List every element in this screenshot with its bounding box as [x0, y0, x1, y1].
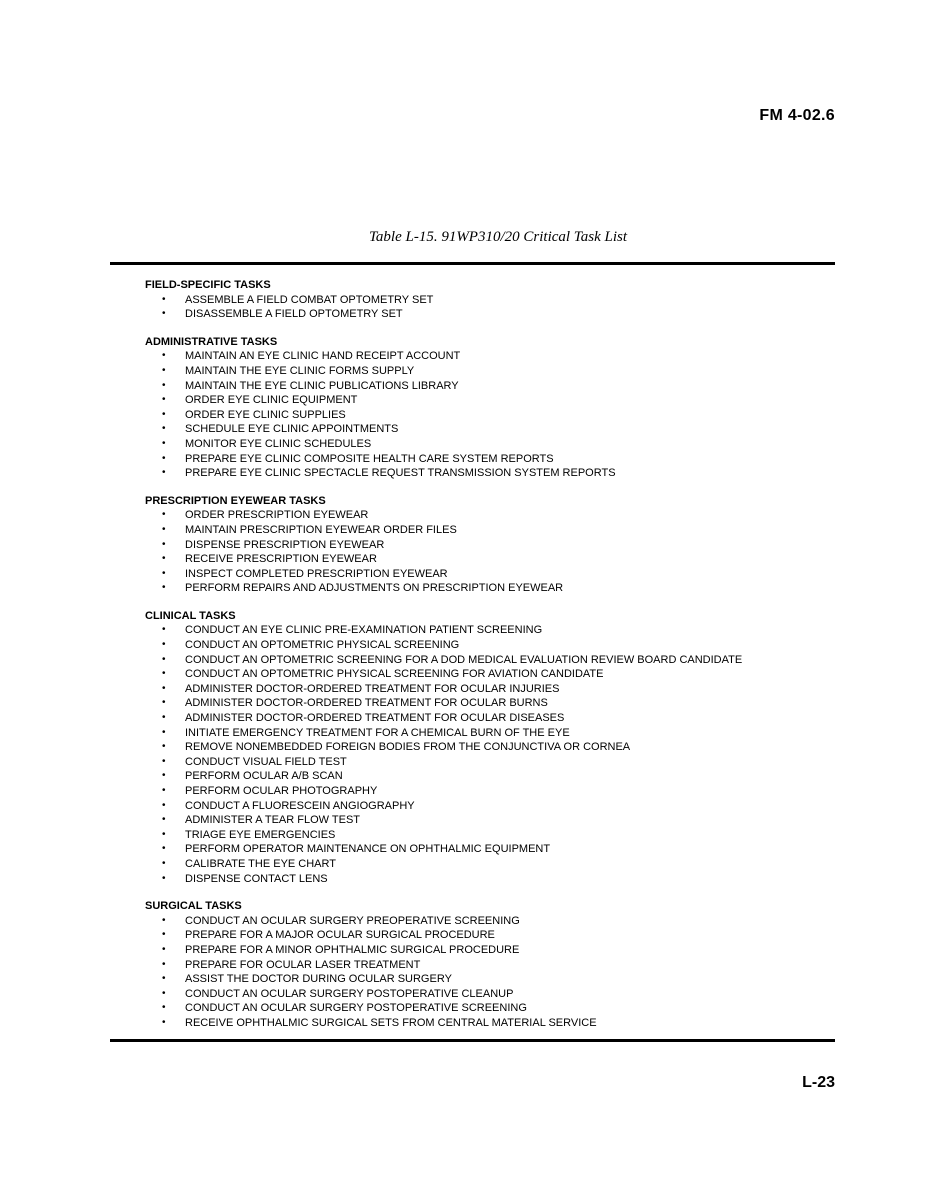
task-item — [145, 711, 825, 726]
task-text: PERFORM REPAIRS AND ADJUSTMENTS ON PRESCRIPTION EYEWEAR — [185, 582, 564, 595]
task-item — [145, 293, 825, 308]
bullet-icon: • — [162, 509, 166, 521]
table-bottom-rule — [110, 1039, 835, 1042]
task-item — [145, 523, 825, 538]
task-text: INITIATE EMERGENCY TREATMENT FOR A CHEMICAL BURN OF THE EYE — [185, 726, 570, 739]
task-item — [145, 755, 825, 770]
task-text: CONDUCT AN OPTOMETRIC PHYSICAL SCREENING — [185, 639, 460, 652]
task-item — [145, 567, 825, 582]
task-item — [145, 422, 825, 437]
task-item — [145, 364, 825, 379]
bullet-icon: • — [162, 364, 166, 376]
task-text: ASSIST THE DOCTOR DURING OCULAR SURGERY — [185, 973, 452, 986]
task-item — [145, 408, 825, 423]
bullet-icon: • — [162, 770, 166, 782]
task-text: ADMINISTER DOCTOR-ORDERED TREATMENT FOR OCULAR DISEASES — [185, 712, 565, 725]
task-item — [145, 857, 825, 872]
task-item — [145, 349, 825, 364]
task-text: PREPARE FOR A MINOR OPHTHALMIC SURGICAL PROCEDURE — [185, 943, 520, 956]
bullet-icon: • — [162, 799, 166, 811]
task-text: PREPARE FOR OCULAR LASER TREATMENT — [185, 958, 421, 971]
task-item — [145, 914, 825, 929]
task-text: DISPENSE CONTACT LENS — [185, 872, 328, 885]
task-item — [145, 466, 825, 481]
task-item — [145, 726, 825, 741]
task-section — [145, 335, 825, 481]
task-item — [145, 696, 825, 711]
task-text: CONDUCT AN OPTOMETRIC PHYSICAL SCREENING FOR AVIATION CANDIDATE — [185, 668, 604, 681]
task-text: CONDUCT AN OCULAR SURGERY POSTOPERATIVE CLEANUP — [185, 987, 514, 1000]
task-item — [145, 307, 825, 322]
bullet-icon: • — [162, 843, 166, 855]
bullet-icon: • — [162, 437, 166, 449]
task-text: MONITOR EYE CLINIC SCHEDULES — [185, 437, 372, 450]
task-item — [145, 581, 825, 596]
bullet-icon: • — [162, 538, 166, 550]
task-text: CONDUCT AN EYE CLINIC PRE-EXAMINATION PATIENT SCREENING — [185, 624, 543, 637]
task-text: CONDUCT A FLUORESCEIN ANGIOGRAPHY — [185, 799, 415, 812]
task-item — [145, 1016, 825, 1031]
bullet-icon: • — [162, 973, 166, 985]
task-text: MAINTAIN THE EYE CLINIC FORMS SUPPLY — [185, 364, 415, 377]
table-top-rule — [110, 262, 835, 265]
task-text: PERFORM OCULAR PHOTOGRAPHY — [185, 785, 378, 797]
bullet-icon: • — [162, 1016, 166, 1028]
task-text: ADMINISTER DOCTOR-ORDERED TREATMENT FOR OCULAR INJURIES — [185, 682, 560, 695]
task-item — [145, 508, 825, 523]
task-item — [145, 379, 825, 394]
bullet-icon: • — [162, 741, 166, 753]
task-text: PREPARE EYE CLINIC SPECTACLE REQUEST TRANSMISSION SYSTEM REPORTS — [185, 467, 616, 480]
critical-task-list — [145, 278, 825, 1044]
task-text: MAINTAIN PRESCRIPTION EYEWEAR ORDER FILES — [185, 523, 457, 536]
bullet-icon: • — [162, 712, 166, 724]
task-text: ASSEMBLE A FIELD COMBAT OPTOMETRY SET — [185, 293, 434, 306]
document-id: FM 4-02.6 — [759, 107, 835, 124]
bullet-icon: • — [162, 467, 166, 479]
task-text: CONDUCT AN OPTOMETRIC SCREENING FOR A DOD MEDICAL EVALUATION REVIEW BOARD CANDIDATE — [185, 653, 743, 666]
task-item — [145, 987, 825, 1002]
section-heading: PRESCRIPTION EYEWEAR TASKS — [145, 494, 326, 507]
task-item — [145, 638, 825, 653]
table-caption: Table L-15. 91WP310/20 Critical Task List — [368, 229, 628, 245]
bullet-icon: • — [162, 423, 166, 435]
bullet-icon: • — [162, 308, 166, 320]
bullet-icon: • — [162, 755, 166, 767]
task-item — [145, 623, 825, 638]
task-item — [145, 552, 825, 567]
task-item — [145, 393, 825, 408]
bullet-icon: • — [162, 726, 166, 738]
task-item — [145, 667, 825, 682]
task-section — [145, 494, 825, 596]
task-text: INSPECT COMPLETED PRESCRIPTION EYEWEAR — [185, 567, 448, 580]
task-text: MAINTAIN THE EYE CLINIC PUBLICATIONS LIBRARY — [185, 379, 459, 392]
task-text: CONDUCT VISUAL FIELD TEST — [185, 755, 347, 768]
task-item — [145, 943, 825, 958]
bullet-icon: • — [162, 639, 166, 651]
task-text: DISASSEMBLE A FIELD OPTOMETRY SET — [185, 308, 403, 321]
task-text: CONDUCT AN OCULAR SURGERY POSTOPERATIVE SCREENING — [185, 1002, 527, 1015]
task-item — [145, 799, 825, 814]
task-item — [145, 828, 825, 843]
bullet-icon: • — [162, 785, 166, 796]
bullet-icon: • — [162, 624, 166, 636]
bullet-icon: • — [162, 452, 166, 464]
bullet-icon: • — [162, 523, 166, 535]
task-text: REMOVE NONEMBEDDED FOREIGN BODIES FROM THE CONJUNCTIVA OR CORNEA — [185, 741, 631, 754]
bullet-icon: • — [162, 553, 166, 565]
bullet-icon: • — [162, 350, 166, 362]
bullet-icon: • — [162, 567, 166, 579]
bullet-icon: • — [162, 958, 166, 970]
task-item — [145, 813, 825, 828]
section-heading: FIELD-SPECIFIC TASKS — [145, 279, 271, 291]
bullet-icon: • — [162, 914, 166, 926]
task-text: ORDER EYE CLINIC EQUIPMENT — [185, 394, 358, 407]
bullet-icon: • — [162, 814, 166, 826]
task-item — [145, 740, 825, 755]
task-item — [145, 437, 825, 452]
task-item — [145, 784, 825, 799]
bullet-icon: • — [162, 653, 166, 665]
task-section — [145, 609, 825, 886]
task-section — [145, 278, 825, 322]
task-item — [145, 958, 825, 973]
task-text: CALIBRATE THE EYE CHART — [185, 857, 336, 870]
task-text: PERFORM OCULAR A/B SCAN — [185, 770, 343, 783]
task-text: PREPARE EYE CLINIC COMPOSITE HEALTH CARE SYSTEM REPORTS — [185, 452, 554, 465]
task-item — [145, 452, 825, 467]
task-text: ORDER PRESCRIPTION EYEWEAR — [185, 509, 369, 522]
task-text: RECEIVE OPHTHALMIC SURGICAL SETS FROM CENTRAL MATERIAL SERVICE — [185, 1016, 597, 1029]
task-text: SCHEDULE EYE CLINIC APPOINTMENTS — [185, 423, 399, 436]
task-section — [145, 899, 825, 1030]
bullet-icon: • — [162, 987, 166, 999]
task-text: DISPENSE PRESCRIPTION EYEWEAR — [185, 538, 385, 551]
bullet-icon: • — [162, 293, 166, 305]
bullet-icon: • — [162, 828, 166, 840]
task-item — [145, 682, 825, 697]
task-text: ORDER EYE CLINIC SUPPLIES — [185, 408, 346, 421]
bullet-icon: • — [162, 943, 166, 955]
task-text: MAINTAIN AN EYE CLINIC HAND RECEIPT ACCOUNT — [185, 350, 461, 363]
task-text: PREPARE FOR A MAJOR OCULAR SURGICAL PROCEDURE — [185, 929, 495, 942]
task-item — [145, 1001, 825, 1016]
task-item — [145, 653, 825, 668]
bullet-icon: • — [162, 1002, 166, 1014]
task-item — [145, 538, 825, 553]
task-item — [145, 928, 825, 943]
bullet-icon: • — [162, 857, 166, 869]
section-heading: ADMINISTRATIVE TASKS — [145, 335, 278, 348]
bullet-icon: • — [162, 668, 166, 680]
bullet-icon: • — [162, 394, 166, 406]
task-text: CONDUCT AN OCULAR SURGERY PREOPERATIVE SCREENING — [185, 914, 520, 927]
bullet-icon: • — [162, 682, 166, 694]
task-item — [145, 842, 825, 857]
bullet-icon: • — [162, 872, 166, 884]
task-text: TRIAGE EYE EMERGENCIES — [185, 828, 336, 841]
section-heading: SURGICAL TASKS — [145, 900, 242, 913]
bullet-icon: • — [162, 379, 166, 391]
task-text: RECEIVE PRESCRIPTION EYEWEAR — [185, 553, 377, 566]
page-number: L-23 — [802, 1074, 835, 1091]
section-heading: CLINICAL TASKS — [145, 609, 236, 622]
task-item — [145, 769, 825, 784]
bullet-icon: • — [162, 697, 166, 709]
task-item — [145, 972, 825, 987]
task-item — [145, 872, 825, 887]
task-text: PERFORM OPERATOR MAINTENANCE ON OPHTHALMIC EQUIPMENT — [185, 843, 551, 856]
bullet-icon: • — [162, 929, 166, 941]
bullet-icon: • — [162, 582, 166, 594]
task-text: ADMINISTER DOCTOR-ORDERED TREATMENT FOR OCULAR BURNS — [185, 697, 548, 710]
bullet-icon: • — [162, 408, 166, 420]
task-text: ADMINISTER A TEAR FLOW TEST — [185, 814, 361, 827]
